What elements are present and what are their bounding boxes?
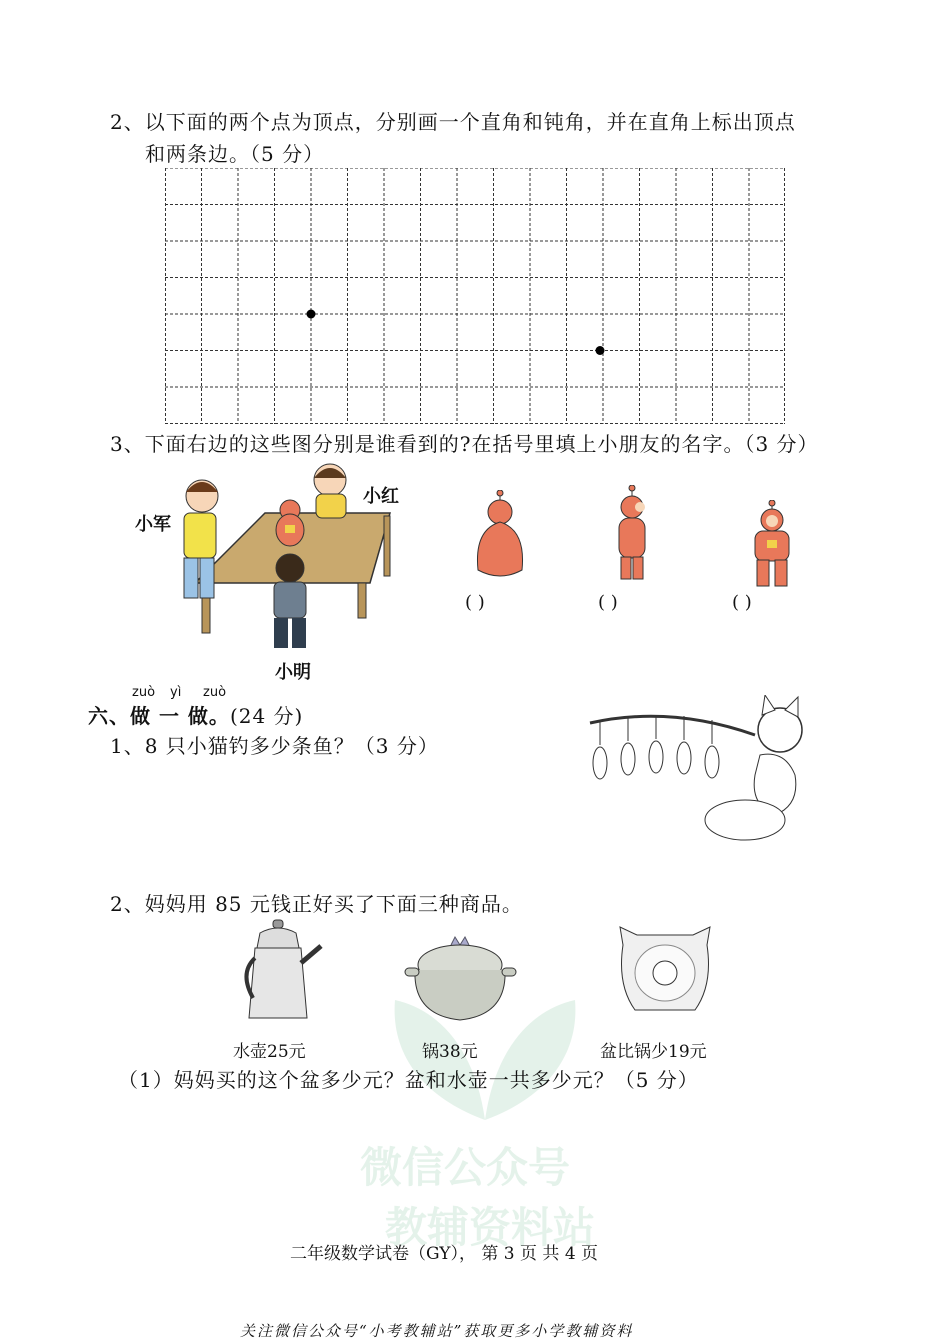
q3-text: 3、下面右边的这些图分别是谁看到的?在括号里填上小朋友的名字。（3 分） — [110, 432, 819, 456]
doll-side-view — [607, 485, 662, 585]
caption-basin: 盆比锅少19元 — [600, 1042, 707, 1062]
caption-kettle: 水壶25元 — [233, 1042, 306, 1062]
section6-label: 六、做 一 做。 — [88, 704, 230, 728]
cat-fishing-illustration — [570, 695, 830, 845]
caption-pot: 锅38元 — [422, 1042, 478, 1062]
kettle-image — [235, 918, 325, 1028]
name-xiaohong: 小红 — [363, 486, 399, 507]
watermark-line2: 教辅资料站 — [385, 1203, 596, 1252]
name-xiaoming: 小明 — [275, 662, 311, 683]
basin-image — [615, 925, 715, 1020]
pinyin-zuo-1: zuò — [132, 685, 156, 700]
section6-score: (24 分) — [229, 704, 304, 728]
answer-blank-3[interactable]: ( ) — [732, 592, 752, 613]
watermark-line1: 微信公众号 — [360, 1143, 571, 1192]
page-footer: 二年级数学试卷（GY）， 第 3 页 共 4 页 — [290, 1244, 599, 1264]
doll-front-view — [745, 500, 800, 590]
dot-grid[interactable] — [165, 168, 785, 424]
pinyin-zuo-2: zuò — [203, 685, 227, 700]
name-xiaojun: 小军 — [135, 514, 171, 535]
p2-text: 2、妈妈用 85 元钱正好买了下面三种商品。 — [110, 892, 523, 916]
pinyin-yi: yì — [170, 685, 182, 700]
answer-blank-2[interactable]: ( ) — [598, 592, 618, 613]
vertex-dot-1 — [307, 310, 316, 319]
section6-title — [88, 700, 303, 729]
vertex-dot-2 — [596, 346, 605, 355]
q2-line1: 2、以下面的两个点为顶点，分别画一个直角和钝角，并在直角上标出顶点 — [110, 110, 796, 134]
pot-image — [403, 935, 518, 1025]
p2-sub1: （1）妈妈买的这个盆多少元？盆和水壶一共多少元？（5 分） — [118, 1068, 699, 1092]
doll-back-view — [470, 490, 530, 585]
answer-blank-1[interactable]: ( ) — [465, 592, 485, 613]
q2-line2: 和两条边。（5 分） — [145, 142, 325, 166]
p1-text: 1、8 只小猫钓多少条鱼？（3 分） — [110, 734, 439, 758]
bottom-note: 关注微信公众号“小考教辅站”获取更多小学教辅资料 — [240, 1322, 634, 1340]
